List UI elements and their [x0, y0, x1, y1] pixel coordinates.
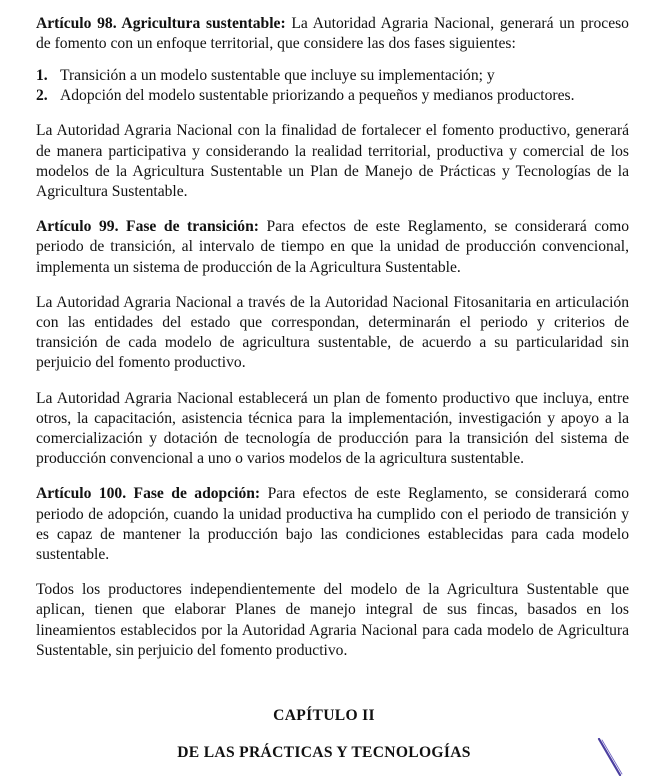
- list-item-text: Adopción del modelo sustentable priorizando a pequeños y medianos productores.: [60, 87, 575, 105]
- list-item: [36, 86, 629, 106]
- article-98-text: La Autoridad Agraria Nacional, generará un proceso de fomento con un enfoque territorial, que considere las dos fases siguientes:: [36, 15, 629, 53]
- list-item-text: Transición a un modelo sustentable que incluye su implementación; y: [60, 67, 495, 85]
- document-body: [36, 14, 629, 661]
- chapter-number: CAPÍTULO II: [273, 707, 375, 724]
- article-99: [36, 217, 629, 278]
- article-99-heading: Artículo 99. Fase de transición:: [36, 218, 259, 236]
- article-98-paragraph-2: La Autoridad Agraria Nacional con la finalidad de fortalecer el fomento productivo, generará de manera participativa y considerando la realidad territorial, productiva y comercial de los modelos de la Agricultura Sustentable un Plan de Manejo de Prácticas y Tecnologías de la Agricultura Sustentable.: [36, 122, 629, 201]
- article-99-paragraph-2: La Autoridad Agraria Nacional a través de la Autoridad Nacional Fitosanitaria en articulación con las entidades del estado que correspondan, determinarán el periodo y criterios de transición de cada modelo de agricultura sustentable, de acuerdo a su particularidad sin perjuicio del fomento productivo.: [36, 293, 629, 372]
- article-98-heading: Artículo 98. Agricultura sustentable:: [36, 15, 286, 32]
- list-item: [36, 66, 629, 86]
- article-98: [36, 14, 629, 54]
- pen-mark-icon: [596, 738, 626, 776]
- list-item-number: 1.: [36, 67, 48, 85]
- article-100: [36, 484, 629, 565]
- chapter-title: DE LAS PRÁCTICAS Y TECNOLOGÍAS: [177, 744, 471, 761]
- article-99-text: Para efectos de este Reglamento, se considerará como periodo de transición, al intervalo de tiempo en que la unidad de producción convencional, implementa un sistema de producción de la Agricultura Sustentable.: [36, 218, 630, 276]
- article-100-text: Para efectos de este Reglamento, se considerará como periodo de adopción, cuando la unidad productiva ha cumplido con el periodo de transición y es capaz de mantener la producción bajo las condiciones establecidas para cada modelo sustentable.: [36, 485, 630, 564]
- phases-list: [36, 66, 629, 106]
- article-100-paragraph-2: Todos los productores independientemente del modelo de la Agricultura Sustentable que aplican, tienen que elaborar Planes de manejo integral de sus fincas, basados en los lineamientos establecidos por la Autoridad Agraria Nacional para cada modelo de Agricultura Sustentable, sin perjuicio del fomento productivo.: [36, 581, 629, 659]
- article-100-heading: Artículo 100. Fase de adopción:: [36, 485, 261, 503]
- list-item-number: 2.: [36, 87, 48, 105]
- article-99-paragraph-3: La Autoridad Agraria Nacional establecerá un plan de fomento productivo que incluya, entre otros, la capacitación, asistencia técnica para la implementación, investigación y apoyo a la comercialización y dotación de tecnología de producción para la transición del sistema de producción convencional a uno o varios modelos de la agricultura sustentable.: [36, 389, 629, 468]
